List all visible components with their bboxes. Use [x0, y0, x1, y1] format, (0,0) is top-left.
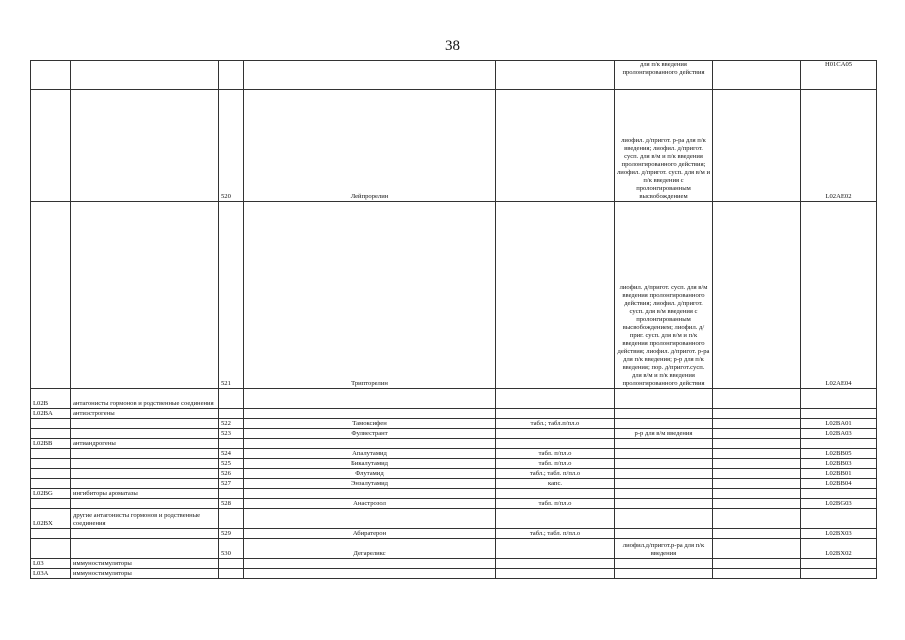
- atc-code: [801, 509, 877, 529]
- atc-group-name: ингибиторы ароматазы: [71, 489, 219, 499]
- table-row: [31, 509, 877, 529]
- dosage-form-alt: [615, 469, 713, 479]
- row-number: 521: [219, 202, 244, 389]
- table-row: [31, 489, 877, 499]
- atc-code: L02BA01: [801, 419, 877, 429]
- drug-table: [30, 60, 877, 579]
- drug-name: [244, 409, 496, 419]
- dosage-form-alt: [615, 529, 713, 539]
- empty-cell: [713, 499, 801, 509]
- atc-group-code: [31, 459, 71, 469]
- dosage-form-alt: для п/к введения пролонгированного действия: [615, 61, 713, 90]
- row-number: 529: [219, 529, 244, 539]
- empty-cell: [713, 409, 801, 419]
- table-row: [31, 449, 877, 459]
- atc-group-code: [31, 61, 71, 90]
- atc-group-code: L02BB: [31, 439, 71, 449]
- drug-name: Энзалутамид: [244, 479, 496, 489]
- dosage-form: капс.: [496, 479, 615, 489]
- drug-name: [244, 489, 496, 499]
- drug-name: Лейпрорелин: [244, 90, 496, 202]
- atc-group-code: L02BG: [31, 489, 71, 499]
- table-row: [31, 90, 877, 202]
- empty-cell: [713, 459, 801, 469]
- empty-cell: [713, 419, 801, 429]
- dosage-form: [496, 429, 615, 439]
- atc-group-name: иммуностимуляторы: [71, 559, 219, 569]
- drug-name: Тамоксифен: [244, 419, 496, 429]
- empty-cell: [713, 479, 801, 489]
- atc-group-code: [31, 90, 71, 202]
- atc-group-code: [31, 202, 71, 389]
- atc-group-name: [71, 449, 219, 459]
- drug-name: Флутамид: [244, 469, 496, 479]
- dosage-form: табл.; табл. п/пл.о: [496, 469, 615, 479]
- dosage-form-alt: лиофил.д/пригот.р-ра для п/к введения: [615, 539, 713, 559]
- empty-cell: [713, 90, 801, 202]
- atc-code: L02BB03: [801, 459, 877, 469]
- table-row: [31, 469, 877, 479]
- atc-group-name: [71, 61, 219, 90]
- table-row: [31, 459, 877, 469]
- atc-group-name: иммуностимуляторы: [71, 569, 219, 579]
- atc-code: L02BG03: [801, 499, 877, 509]
- empty-cell: [713, 439, 801, 449]
- dosage-form: табл. п/пл.о: [496, 459, 615, 469]
- dosage-form: [496, 90, 615, 202]
- dosage-form: [496, 61, 615, 90]
- atc-group-name: [71, 419, 219, 429]
- atc-group-name: [71, 202, 219, 389]
- atc-code: L02BX03: [801, 529, 877, 539]
- atc-code: L02BB05: [801, 449, 877, 459]
- atc-code: H01CA05: [801, 61, 877, 90]
- atc-code: [801, 439, 877, 449]
- table-row: [31, 409, 877, 419]
- dosage-form: табл. п/пл.о: [496, 449, 615, 459]
- atc-code: [801, 489, 877, 499]
- atc-group-code: L02BA: [31, 409, 71, 419]
- row-number: [219, 409, 244, 419]
- atc-group-name: антиандрогены: [71, 439, 219, 449]
- empty-cell: [713, 509, 801, 529]
- row-number: [219, 439, 244, 449]
- dosage-form-alt: [615, 479, 713, 489]
- drug-name: [244, 439, 496, 449]
- dosage-form-alt: лиофил. д/пригот. сусп. для в/м введения пролонгированного действия; лиофил. д/пригот. сусп. для в/м введения с пролонгированным высвобождением; лиофил. д/приг. сусп. для в/м и п/к введения пролонгированного действия; лиофил. д/пригот. р-ра для п/к введения; р-р для п/к введения; пор. д/пригот.сусп. для в/м и п/к введения пролонгированного действия: [615, 202, 713, 389]
- dosage-form: [496, 569, 615, 579]
- table-row: [31, 419, 877, 429]
- dosage-form-alt: [615, 439, 713, 449]
- table-row: [31, 389, 877, 409]
- drug-name: [244, 61, 496, 90]
- table-row: [31, 559, 877, 569]
- atc-group-name: антагонисты гормонов и родственные соединения: [71, 389, 219, 409]
- empty-cell: [713, 569, 801, 579]
- atc-group-code: [31, 529, 71, 539]
- empty-cell: [713, 529, 801, 539]
- dosage-form: [496, 559, 615, 569]
- atc-group-name: [71, 529, 219, 539]
- drug-name: [244, 509, 496, 529]
- page-number: 38: [445, 38, 460, 54]
- dosage-form: [496, 489, 615, 499]
- atc-code: L02BX02: [801, 539, 877, 559]
- atc-group-code: L03A: [31, 569, 71, 579]
- atc-group-code: L02B: [31, 389, 71, 409]
- atc-group-name: [71, 499, 219, 509]
- row-number: 528: [219, 499, 244, 509]
- dosage-form: [496, 202, 615, 389]
- dosage-form: табл. п/пл.о: [496, 499, 615, 509]
- dosage-form-alt: лиофил. д/пригот. р-ра для п/к введения; лиофил. д/пригот. сусп. для в/м и п/к введения пролонгированного действия; лиофил. д/пригот. сусп. для в/м и п/к введения с пролонгированным высвобождением: [615, 90, 713, 202]
- row-number: 526: [219, 469, 244, 479]
- atc-code: L02BB01: [801, 469, 877, 479]
- drug-name: Анастрозол: [244, 499, 496, 509]
- empty-cell: [713, 61, 801, 90]
- row-number: 530: [219, 539, 244, 559]
- row-number: 523: [219, 429, 244, 439]
- empty-cell: [713, 202, 801, 389]
- empty-cell: [713, 389, 801, 409]
- row-number: 520: [219, 90, 244, 202]
- drug-name: [244, 559, 496, 569]
- dosage-form: [496, 539, 615, 559]
- table-row: [31, 429, 877, 439]
- atc-group-name: [71, 459, 219, 469]
- atc-group-code: [31, 499, 71, 509]
- atc-group-code: [31, 429, 71, 439]
- atc-group-name: [71, 90, 219, 202]
- dosage-form-alt: [615, 499, 713, 509]
- table-row: [31, 499, 877, 509]
- dosage-form-alt: [615, 409, 713, 419]
- atc-code: L02AE04: [801, 202, 877, 389]
- dosage-form: [496, 409, 615, 419]
- dosage-form: [496, 439, 615, 449]
- atc-group-code: L02BX: [31, 509, 71, 529]
- atc-group-code: [31, 479, 71, 489]
- table-row: [31, 479, 877, 489]
- dosage-form-alt: р-р для в/м введения: [615, 429, 713, 439]
- row-number: [219, 559, 244, 569]
- atc-group-code: L03: [31, 559, 71, 569]
- atc-group-code: [31, 419, 71, 429]
- table-row: [31, 439, 877, 449]
- atc-code: [801, 389, 877, 409]
- empty-cell: [713, 449, 801, 459]
- empty-cell: [713, 429, 801, 439]
- table-row: [31, 539, 877, 559]
- empty-cell: [713, 539, 801, 559]
- dosage-form: [496, 389, 615, 409]
- atc-code: L02AE02: [801, 90, 877, 202]
- drug-name: [244, 389, 496, 409]
- atc-group-name: [71, 469, 219, 479]
- dosage-form-alt: [615, 559, 713, 569]
- drug-name: Фулвестрант: [244, 429, 496, 439]
- atc-group-name: [71, 539, 219, 559]
- dosage-form: табл.; табл.п/пл.о: [496, 419, 615, 429]
- atc-code: [801, 569, 877, 579]
- empty-cell: [713, 559, 801, 569]
- table-row: [31, 202, 877, 389]
- atc-code: L02BA03: [801, 429, 877, 439]
- row-number: 527: [219, 479, 244, 489]
- row-number: 522: [219, 419, 244, 429]
- atc-group-code: [31, 539, 71, 559]
- atc-group-name: антиэстрогены: [71, 409, 219, 419]
- atc-group-name: другие антагонисты гормонов и родственные соединения: [71, 509, 219, 529]
- drug-name: Трипторелин: [244, 202, 496, 389]
- drug-name: Апалутамид: [244, 449, 496, 459]
- row-number: 524: [219, 449, 244, 459]
- dosage-form-alt: [615, 419, 713, 429]
- dosage-form-alt: [615, 449, 713, 459]
- atc-code: L02BB04: [801, 479, 877, 489]
- table-row: [31, 61, 877, 90]
- drug-name: Абиратерон: [244, 529, 496, 539]
- drug-name: [244, 569, 496, 579]
- atc-code: [801, 559, 877, 569]
- table-row: [31, 569, 877, 579]
- empty-cell: [713, 469, 801, 479]
- empty-cell: [713, 489, 801, 499]
- atc-code: [801, 409, 877, 419]
- dosage-form: табл.; табл. п/пл.о: [496, 529, 615, 539]
- row-number: [219, 61, 244, 90]
- drug-name: Дегареликс: [244, 539, 496, 559]
- atc-group-name: [71, 429, 219, 439]
- dosage-form-alt: [615, 459, 713, 469]
- row-number: [219, 569, 244, 579]
- dosage-form-alt: [615, 569, 713, 579]
- dosage-form: [496, 509, 615, 529]
- dosage-form-alt: [615, 389, 713, 409]
- atc-group-name: [71, 479, 219, 489]
- row-number: [219, 489, 244, 499]
- row-number: 525: [219, 459, 244, 469]
- row-number: [219, 389, 244, 409]
- atc-group-code: [31, 449, 71, 459]
- row-number: [219, 509, 244, 529]
- dosage-form-alt: [615, 489, 713, 499]
- drug-name: Бикалутамид: [244, 459, 496, 469]
- atc-group-code: [31, 469, 71, 479]
- dosage-form-alt: [615, 509, 713, 529]
- table-body: [31, 61, 877, 579]
- table-row: [31, 529, 877, 539]
